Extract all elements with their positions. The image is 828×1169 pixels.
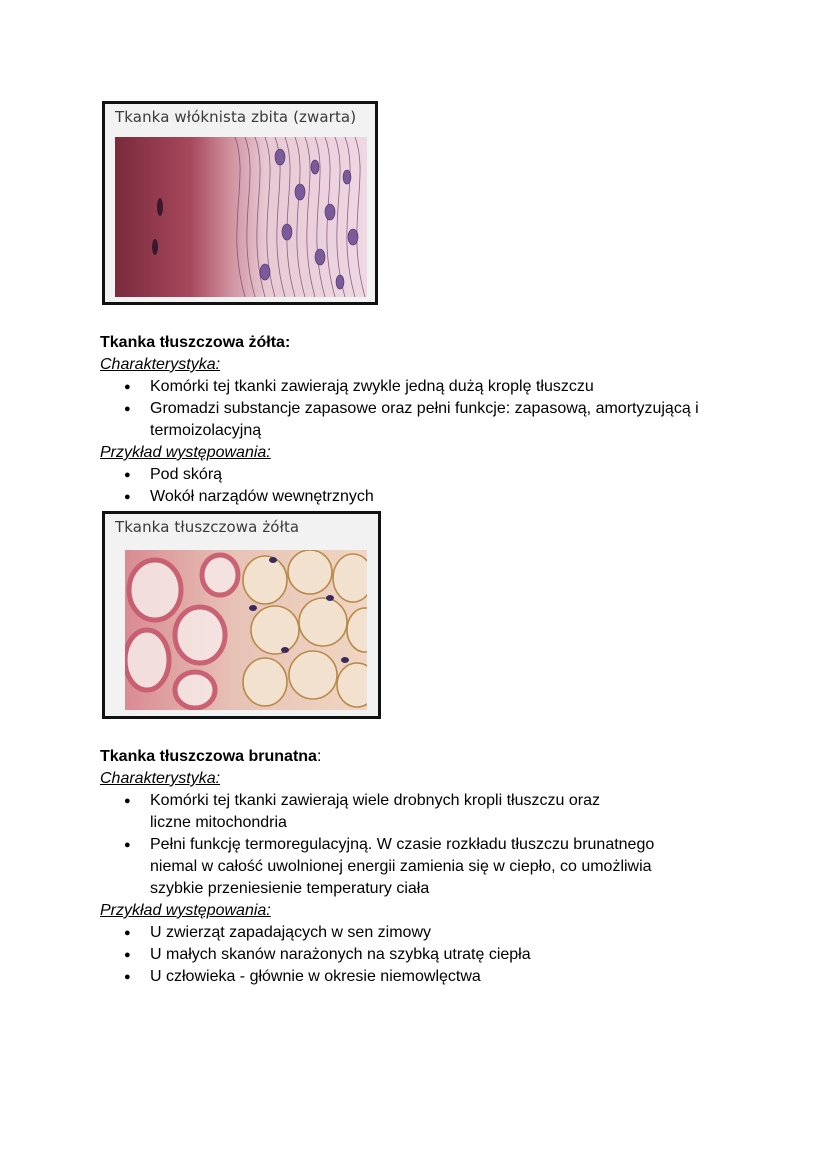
section-title: Tkanka tłuszczowa brunatna: xyxy=(100,748,322,765)
occurrence-list xyxy=(100,464,760,508)
list-item: ● Komórki tej tkanki zawierają zwykle jedną dużą kroplę tłuszczu xyxy=(100,376,760,398)
dense-tissue-illustration xyxy=(115,137,367,297)
list-item: ● Wokół narządów wewnętrznych xyxy=(100,486,760,508)
figure-yellow-adipose-tissue xyxy=(102,511,381,719)
occurrence-label: Przykład występowania: xyxy=(100,902,271,919)
list-item: ● U małych skanów narażonych na szybką utratę ciepła xyxy=(100,944,760,966)
list-item: ● Pełni funkcję termoregulacyjną. W czasie rozkładu tłuszczu brunatnego niemal w całość uwolnionej energii zamienia się w ciepło, co umożliwia szybkie przeniesienie temperatury ciała xyxy=(100,834,760,900)
list-item: ● U człowieka - głównie w okresie niemowlęctwa xyxy=(100,966,760,988)
section-yellow-adipose xyxy=(100,332,760,508)
list-item: ● Gromadzi substancje zapasowe oraz pełni funkcje: zapasową, amortyzującą i termoizolacyjną xyxy=(100,398,760,442)
section-title: Tkanka tłuszczowa żółta: xyxy=(100,334,291,351)
occurrence-label: Przykład występowania: xyxy=(100,444,271,461)
adipose-tissue-illustration xyxy=(125,550,367,710)
list-item: ● U zwierząt zapadających w sen zimowy xyxy=(100,922,760,944)
list-item: ● Pod skórą xyxy=(100,464,760,486)
occurrence-list xyxy=(100,922,760,988)
section-brown-adipose xyxy=(100,746,760,988)
characteristics-label: Charakterystyka: xyxy=(100,356,221,373)
characteristics-list xyxy=(100,790,760,900)
figure-caption: Tkanka tłuszczowa żółta xyxy=(115,518,300,536)
characteristics-list xyxy=(100,376,760,442)
characteristics-label: Charakterystyka: xyxy=(100,770,221,787)
figure-caption: Tkanka włóknista zbita (zwarta) xyxy=(115,108,357,126)
list-item: ● Komórki tej tkanki zawierają wiele drobnych kropli tłuszczu oraz liczne mitochondria xyxy=(100,790,760,834)
figure-dense-connective-tissue xyxy=(102,101,378,305)
